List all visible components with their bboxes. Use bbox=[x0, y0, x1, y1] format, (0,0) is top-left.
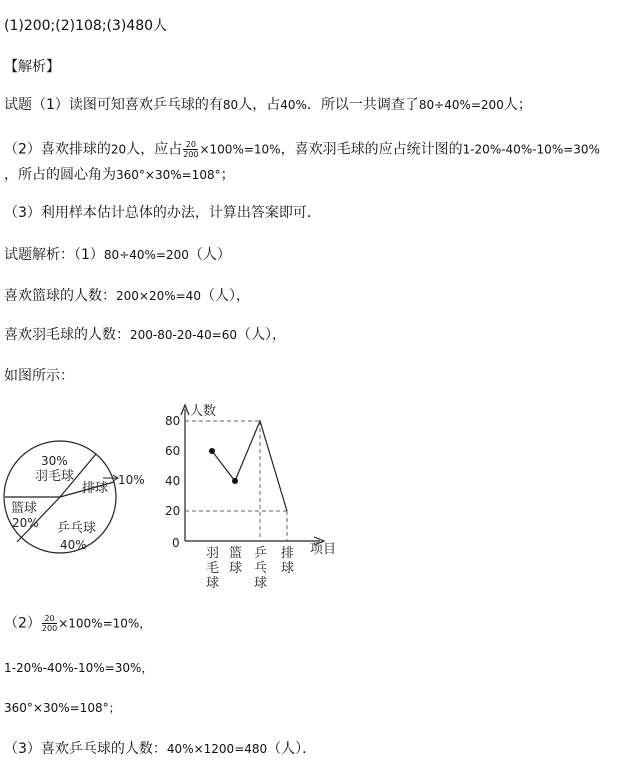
q2-calc3: 360°×30%=108° bbox=[116, 168, 221, 182]
q1-mid: 人，占 bbox=[238, 97, 281, 113]
y-axis-label: 人数 bbox=[190, 404, 217, 419]
x-category-label: 球 bbox=[281, 561, 295, 576]
q2-a: （2）喜欢排球的 bbox=[4, 141, 111, 158]
x-category-label: 篮 bbox=[229, 546, 243, 561]
part3-calc: 40%×1200=480 bbox=[166, 742, 268, 756]
solution-unit1: （人） bbox=[188, 247, 231, 263]
part3-label: （3）喜欢乒乓球的人数： bbox=[4, 741, 167, 757]
q1-n80: 80 bbox=[222, 98, 239, 112]
x-category-label: 球 bbox=[206, 576, 220, 591]
x-category-label: 毛 bbox=[206, 561, 220, 576]
pie-volleyball-pct: 10% bbox=[118, 473, 145, 487]
pie-badminton-pct: 30% bbox=[41, 454, 68, 468]
answer-line: (1)200;(2)108;(3)480人 bbox=[4, 18, 168, 34]
q1-calc: 80÷40%=200 bbox=[418, 98, 504, 112]
analysis-title: 【解析】 bbox=[4, 59, 60, 75]
x-category-label: 球 bbox=[254, 576, 268, 591]
pie-basketball-pct: 20% bbox=[12, 516, 39, 530]
badminton-unit: （人）， bbox=[237, 327, 287, 343]
pie-basketball-name: 篮球 bbox=[11, 501, 38, 516]
q2-frac-den: 200 bbox=[183, 150, 199, 159]
q2-calc2: 1-20%-40%-10%=30% bbox=[462, 142, 600, 157]
q1-mid2: ．所以一共调查了 bbox=[306, 97, 419, 113]
pie-volleyball-name: 排球 bbox=[82, 481, 109, 496]
part3-unit: （人）． bbox=[267, 741, 317, 757]
pie-pingpong-pct: 40% bbox=[60, 538, 87, 552]
solution-label: 试题解析：（1） bbox=[4, 247, 104, 263]
x-category-label: 羽 bbox=[206, 546, 220, 561]
y-tick-label: 40 bbox=[165, 474, 181, 488]
origin-label: 0 bbox=[172, 536, 180, 550]
analysis-q2-line1 bbox=[4, 140, 600, 159]
basketball-calc: 200×20%=40 bbox=[116, 289, 201, 303]
part2-fraction bbox=[42, 614, 57, 633]
analysis-q2-line2 bbox=[4, 166, 235, 184]
q1-pct: 40% bbox=[280, 98, 307, 112]
basketball-unit: （人）， bbox=[200, 288, 250, 304]
q2-fraction bbox=[183, 140, 198, 159]
badminton-label: 喜欢羽毛球的人数： bbox=[4, 327, 130, 343]
q1-text: 试题（1）读图可知喜欢乒乓球的有 bbox=[4, 97, 223, 113]
q2-c: ，喜欢羽毛球的应占统计图的 bbox=[280, 141, 463, 158]
solution-basketball bbox=[4, 287, 250, 305]
series-line bbox=[212, 421, 287, 511]
q2-frac-num: 20 bbox=[183, 140, 198, 150]
x-category-label: 球 bbox=[229, 561, 243, 576]
basketball-label: 喜欢篮球的人数： bbox=[4, 288, 116, 304]
part2-frac-num: 20 bbox=[42, 614, 57, 624]
as-shown: 如图所示： bbox=[4, 368, 74, 384]
part2-label: （2） bbox=[4, 615, 41, 632]
part2-calc: ×100%=10%， bbox=[58, 616, 152, 631]
q2-n20: 20 bbox=[110, 142, 127, 157]
q2-b: 人，应占 bbox=[126, 141, 183, 158]
q2-d: ，所占的圆心角为 bbox=[4, 167, 116, 183]
data-point bbox=[209, 448, 215, 454]
x-category-label: 乒 bbox=[254, 546, 268, 561]
analysis-q3: （3）利用样本估计总体的办法，计算出答案即可． bbox=[4, 205, 321, 221]
q2-calc: ×100%=10% bbox=[199, 142, 281, 157]
x-category-label: 乓 bbox=[254, 561, 268, 576]
y-tick-label: 80 bbox=[165, 414, 181, 428]
line-chart bbox=[160, 395, 350, 595]
pie-badminton-name: 羽毛球 bbox=[35, 469, 75, 484]
q1-end: 人； bbox=[503, 97, 532, 113]
part2-line3: 360°×30%=108°； bbox=[4, 701, 121, 715]
analysis-q1 bbox=[4, 96, 532, 114]
x-axis-label: 项目 bbox=[310, 542, 337, 557]
part3-line bbox=[4, 740, 316, 758]
q2-end: ； bbox=[220, 167, 235, 183]
part2-frac-den: 200 bbox=[41, 624, 58, 633]
solution-line1 bbox=[4, 246, 231, 264]
pie-chart bbox=[0, 430, 160, 580]
solution-badminton bbox=[4, 326, 286, 344]
x-category-label: 排 bbox=[281, 546, 295, 561]
badminton-calc: 200-80-20-40=60 bbox=[130, 328, 238, 342]
data-point bbox=[232, 478, 238, 484]
solution-calc1: 80÷40%=200 bbox=[103, 248, 189, 262]
pie-pingpong-name: 乒乓球 bbox=[57, 521, 97, 536]
y-tick-label: 20 bbox=[165, 504, 181, 518]
part2-line2: 1-20%-40%-10%=30%， bbox=[4, 661, 154, 675]
part2-line1 bbox=[4, 614, 151, 633]
y-tick-label: 60 bbox=[165, 444, 181, 458]
